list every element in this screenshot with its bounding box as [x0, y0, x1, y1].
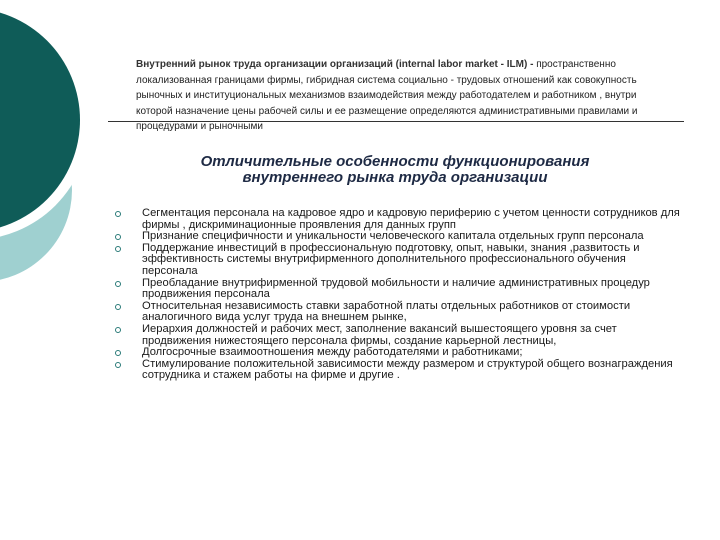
- ilm-definition: пространственно локализованная границами фирмы, гибридная система социально - трудовых отношений как совокупность рыночных и институциональных механизмов взаимодействия между работодателем и работником , внутри которой назначение цены рабочей силы и ее размещение определяются административными правилами и процедурами и рыночными: [136, 59, 638, 132]
- feature-item: [112, 301, 682, 324]
- feature-text: Иерархия должностей и рабочих мест, заполнение вакансий вышестоящего уровня за счет продвижения нижестоящего персонала фирмы, создание карьерной лестницы,: [142, 322, 617, 347]
- bullet-circle-icon: [115, 281, 121, 287]
- feature-item: [112, 359, 682, 382]
- feature-text: Относительная независимость ставки заработной платы отдельных работников от стоимости аналогичного вида услуг труда на внешнем рынке,: [142, 299, 631, 324]
- divider-line: [108, 121, 684, 122]
- feature-text: Поддержание инвестиций в профессиональную подготовку, опыт, навыки, знания ,развитость и эффективность системы внутрифирменного дополнительного профессионального обучения персонала: [142, 241, 640, 277]
- ilm-term: Внутренний рынок труда организации организаций (internal labor market - ILM) -: [136, 59, 534, 70]
- decorative-circles: [0, 0, 110, 300]
- feature-item: [112, 243, 682, 278]
- definition-paragraph: [136, 57, 656, 135]
- bullet-circle-icon: [115, 211, 121, 217]
- features-list: [112, 208, 682, 382]
- feature-text: Признание специфичности и уникальности человеческого капитала отдельных групп персонала: [142, 230, 644, 243]
- feature-text: Сегментация персонала на кадровое ядро и кадровую периферию с учетом ценности сотрудников для фирмы , дискриминационные проявления для данных групп: [142, 207, 680, 231]
- feature-item: [112, 278, 682, 301]
- feature-text: Стимулирование положительной зависимости между размером и структурой общего вознаграждения сотрудника и стажем работы на фирме и другие .: [142, 357, 673, 382]
- bullet-circle-icon: [115, 362, 121, 368]
- bullet-circle-icon: [115, 327, 121, 333]
- bullet-circle-icon: [115, 304, 121, 310]
- feature-item: [112, 208, 682, 231]
- feature-text: Долгосрочные взаимоотношения между работодателями и работниками;: [142, 346, 523, 359]
- feature-text: Преобладание внутрифирменной трудовой мобильности и наличие административных процедур продвижения персонала: [142, 276, 650, 301]
- bullet-circle-icon: [115, 234, 121, 240]
- slide-title: Отличительные особенности функционирования внутреннего рынка труда организации: [200, 153, 590, 186]
- bullet-circle-icon: [115, 246, 121, 252]
- feature-item: [112, 324, 682, 347]
- bullet-circle-icon: [115, 350, 121, 356]
